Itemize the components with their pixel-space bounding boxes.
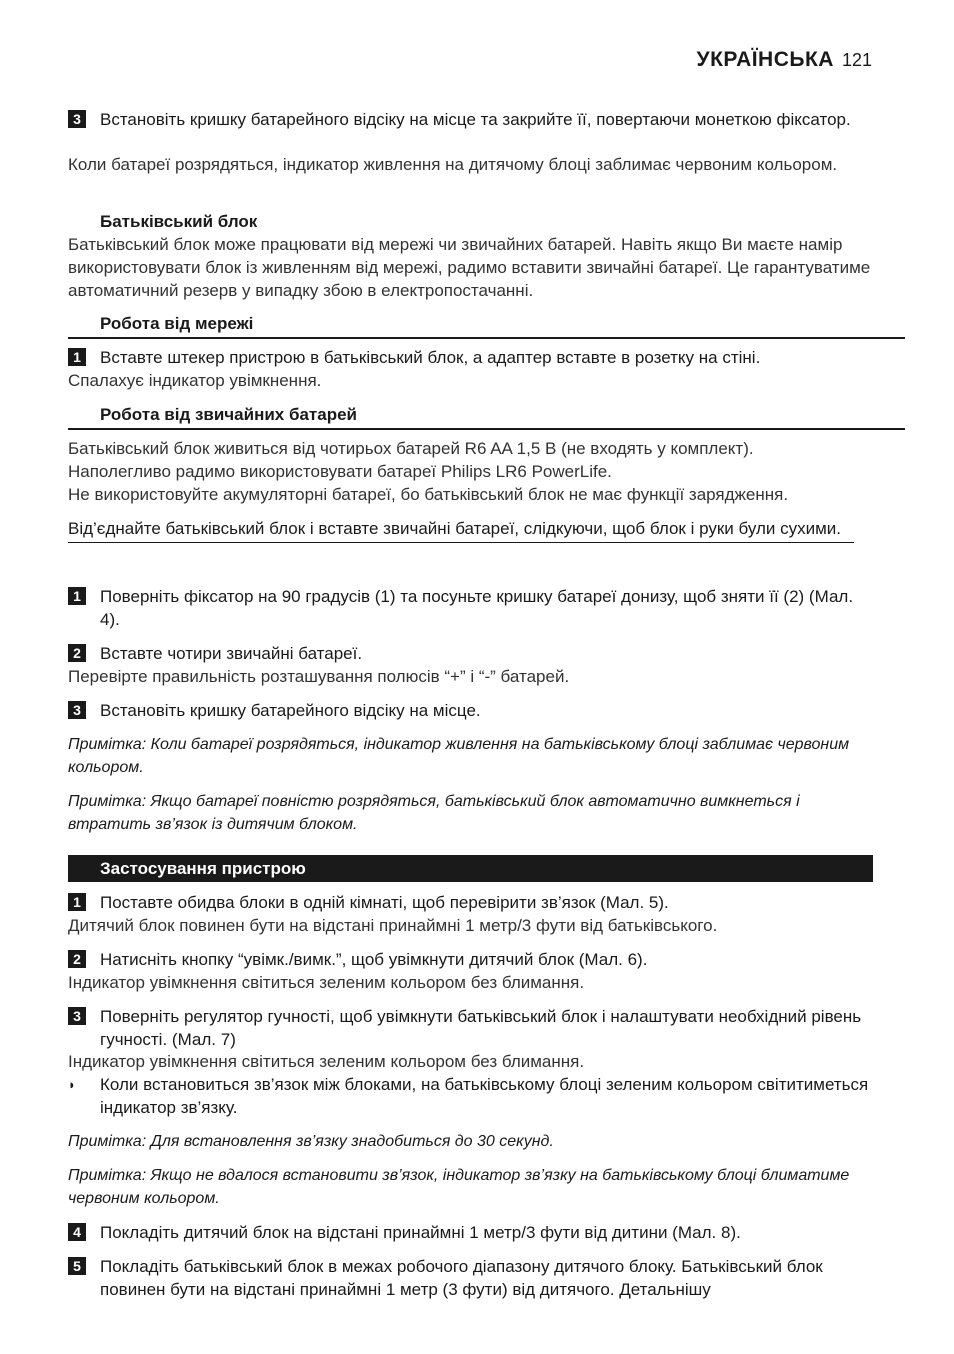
step-text: Поставте обидва блоки в одній кімнаті, щоб перевірити зв’язок (Мал. 5). — [100, 893, 669, 912]
step-number: 1 — [68, 348, 86, 366]
batteries-step-3 — [68, 699, 873, 722]
step-3-note: Коли батареї розрядяться, індикатор живлення на дитячому блоці заблимає червоним кольором. — [68, 155, 838, 174]
usage-step-4 — [68, 1221, 873, 1244]
step-number: 4 — [68, 1223, 86, 1241]
step-text: Поверніть регулятор гучності, щоб увімкнути батьківський блок і налаштувати необхідний рівень гучності. (Мал. 7) — [100, 1007, 862, 1049]
heading-parent-unit: Батьківський блок — [100, 212, 258, 231]
language-label: УКРАЇНСЬКА — [696, 48, 834, 71]
step-text: Встановіть кришку батарейного відсіку на місце та закрийте її, повертаючи монеткою фіксатор. — [100, 110, 851, 129]
step-text: Встановіть кришку батарейного відсіку на місце. — [100, 701, 481, 720]
heading-batteries: Робота від звичайних батарей — [68, 403, 905, 430]
heading-mains: Робота від мережі — [68, 312, 905, 339]
usage-step-3-note: Індикатор увімкнення світиться зеленим кольором без блимання. — [68, 1052, 585, 1071]
step-number: 5 — [68, 1257, 86, 1275]
usage-step-5 — [68, 1255, 873, 1301]
parent-unit-text: Батьківський блок може працювати від мережі чи звичайних батарей. Навіть якщо Ви маєте намір використовувати блок із живленням від мережі, радимо вставити звичайні батареї. Це гарантуватиме автоматичний резерв у випадку збою в електропостачанні. — [68, 235, 871, 300]
step-number: 2 — [68, 950, 86, 968]
batteries-step-1 — [68, 585, 873, 631]
warning-text: Від’єднайте батьківський блок і вставте звичайні батареї, слідкуючи, щоб блок і руки були сухими. — [68, 517, 854, 543]
page-number: 121 — [841, 50, 872, 70]
usage-step-2-note: Індикатор увімкнення світиться зеленим кольором без блимання. — [68, 973, 585, 992]
usage-note-1: Примітка: Для встановлення зв’язку знадобиться до 30 секунд. — [68, 1133, 554, 1150]
step-number: 1 — [68, 587, 86, 605]
batteries-step-2-note: Перевірте правильність розташування полюсів “+” і “-” батарей. — [68, 667, 570, 686]
batteries-text-2: Наполегливо радимо використовувати батареї Philips LR6 PowerLife. — [68, 462, 612, 481]
step-number: 3 — [68, 701, 86, 719]
usage-step-1-note: Дитячий блок повинен бути на відстані принаймні 1 метр/3 фути від батьківського. — [68, 916, 718, 935]
step-3-cover — [68, 108, 873, 131]
step-text: Вставте штекер пристрою в батьківський блок, а адаптер вставте в розетку на стіні. — [100, 348, 761, 367]
bullet-text: Коли встановиться зв’язок між блоками, на батьківському блоці зеленим кольором світитиметься індикатор зв’язку. — [100, 1075, 869, 1117]
batteries-note-1: Примітка: Коли батареї розрядяться, індикатор живлення на батьківському блоці заблимає червоним кольором. — [68, 736, 850, 776]
step-text: Поверніть фіксатор на 90 градусів (1) та посуньте кришку батареї донизу, щоб зняти її (2) (Мал. 4). — [100, 587, 854, 629]
usage-step-1 — [68, 891, 873, 914]
batteries-text-1: Батьківський блок живиться від чотирьох батарей R6 AA 1,5 В (не входять у комплект). — [68, 439, 754, 458]
step-text: Натисніть кнопку “увімк./вимк.”, щоб увімкнути дитячий блок (Мал. 6). — [100, 950, 648, 969]
step-number: 2 — [68, 644, 86, 662]
mains-step-1-note: Спалахує індикатор увімкнення. — [68, 371, 322, 390]
step-number: 3 — [68, 110, 86, 128]
batteries-warning — [68, 517, 873, 543]
batteries-step-2 — [68, 642, 873, 665]
mains-step-1 — [68, 346, 873, 369]
batteries-text-3: Не використовуйте акумуляторні батареї, бо батьківський блок не має функції зарядження. — [68, 485, 789, 504]
usage-note-2: Примітка: Якщо не вдалося встановити зв’язок, індикатор зв’язку на батьківському блоці блиматиме червоним кольором. — [68, 1167, 850, 1207]
usage-step-2 — [68, 948, 873, 971]
step-number: 1 — [68, 893, 86, 911]
step-text: Покладіть дитячий блок на відстані принаймні 1 метр/3 фути від дитини (Мал. 8). — [100, 1223, 741, 1242]
step-text: Покладіть батьківський блок в межах робочого діапазону дитячого блоку. Батьківський блок повинен бути на відстані принаймні 1 метр (3 фути) від дитячого. Детальнішу — [100, 1257, 823, 1299]
bullet-icon: ◗ — [68, 1077, 76, 1092]
step-number: 3 — [68, 1007, 86, 1025]
step-text: Вставте чотири звичайні батареї. — [100, 644, 363, 663]
usage-step-3 — [68, 1005, 873, 1051]
page-header — [697, 48, 872, 72]
batteries-note-2: Примітка: Якщо батареї повністю розрядяться, батьківський блок автоматично вимкнеться і втратить зв’язок із дитячим блоком. — [68, 793, 800, 833]
heading-usage: Застосування пристрою — [68, 855, 873, 882]
usage-result-bullet — [68, 1073, 873, 1119]
